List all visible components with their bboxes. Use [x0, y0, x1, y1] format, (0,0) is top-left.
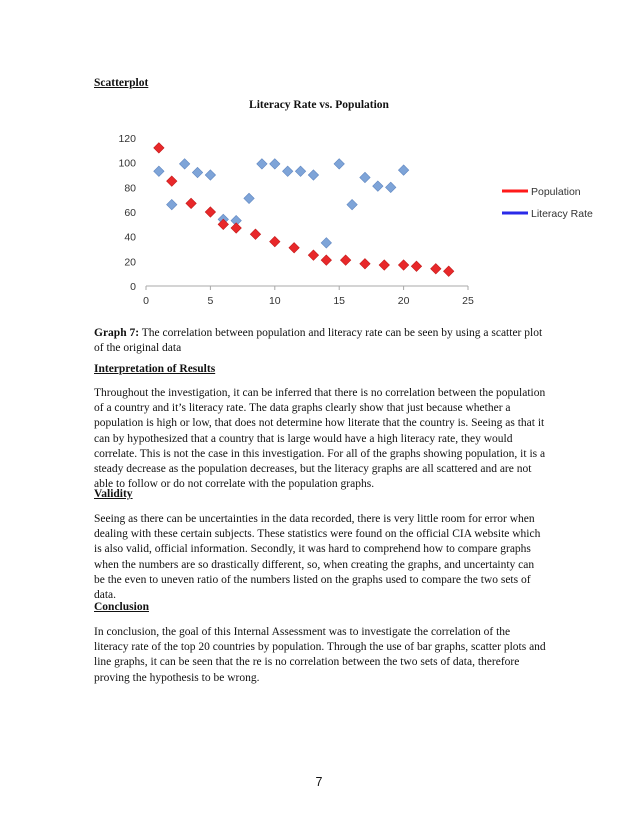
population-point	[205, 207, 215, 217]
population-point	[360, 259, 370, 269]
x-tick-label: 0	[143, 295, 149, 307]
literacy-rate-point	[373, 181, 383, 191]
scatter-chart	[110, 128, 600, 324]
paragraph-interpretation: Throughout the investigation, it can be inferred that there is no correlation between the population of a country and it’s literacy rate. The data graphs clearly show that just because whether a population is high or low, that does not determine how literate that the country is. Seeing as that it can by hypothesized that a country that is large would have a high literacy rate, they would correlate. This is not the case in this investigation. For all of the graphs showing population, it is a steady decrease as the population decreases, but the literacy graphs are all scattered and are not able to follow or do not correlate with the population graphs.	[94, 387, 546, 491]
literacy-rate-point	[244, 193, 254, 203]
literacy-rate-point	[282, 166, 292, 176]
literacy-rate-point	[192, 167, 202, 177]
y-tick-label: 60	[124, 207, 136, 219]
population-point	[167, 176, 177, 186]
x-tick-label: 25	[462, 295, 474, 307]
heading-validity: Validity	[94, 488, 133, 500]
population-point	[443, 266, 453, 276]
literacy-rate-point	[308, 170, 318, 180]
literacy-rate-point	[154, 166, 164, 176]
y-tick-label: 100	[118, 157, 136, 170]
heading-scatterplot: Scatterplot	[94, 77, 149, 89]
population-point	[308, 250, 318, 260]
x-tick-label: 15	[333, 295, 346, 307]
literacy-rate-point	[386, 182, 396, 192]
caption-text: The correlation between population and literacy rate can be seen by using a scatter plot of the original data	[94, 327, 543, 355]
literacy-rate-point	[270, 159, 280, 169]
population-point	[398, 260, 408, 270]
y-tick-label: 120	[118, 133, 136, 145]
legend-label-population: Population	[531, 186, 581, 198]
literacy-rate-point	[334, 159, 344, 169]
legend-label-literacy-rate: Literacy Rate	[531, 208, 593, 220]
literacy-rate-point	[347, 199, 357, 209]
literacy-rate-point	[167, 199, 177, 209]
graph-caption	[94, 326, 546, 356]
heading-conclusion: Conclusion	[94, 601, 149, 613]
literacy-rate-point	[205, 170, 215, 180]
literacy-rate-point	[321, 238, 331, 248]
x-tick-label: 5	[207, 295, 214, 307]
literacy-rate-point	[398, 165, 408, 175]
paragraph-conclusion: In conclusion, the goal of this Internal Assessment was to investigate the correlation of the literacy rate of the top 20 countries by population. Through the use of bar graphs, scatter plots and line graphs, it can be seen that the re is no correlation between the two sets of data, therefore proving the hypothesis to be wrong.	[94, 626, 546, 684]
population-point	[340, 255, 350, 265]
population-point	[379, 260, 389, 270]
population-point	[250, 229, 260, 239]
x-tick-label: 10	[268, 295, 281, 307]
population-point	[231, 223, 241, 233]
population-point	[411, 261, 421, 271]
population-point	[270, 236, 280, 246]
y-tick-label: 0	[130, 281, 136, 293]
population-point	[289, 243, 299, 253]
heading-interpretation: Interpretation of Results	[94, 363, 216, 375]
literacy-rate-point	[295, 166, 305, 176]
population-point	[431, 264, 441, 274]
y-tick-label: 40	[124, 231, 136, 244]
page-number: 7	[315, 775, 323, 789]
paragraph-validity: Seeing as there can be uncertainties in the data recorded, there is very little room for error when dealing with these certain subjects. These statistics were found on the official CIA website which is also valid, official information. Secondly, it was hard to comprehend how to compare graphs when the numbers are so drastically different, so, when creating the graphs, and uncertainty can be the even to uneven ratio of the numbers listed on the graphs used to compare the two sets of data.	[94, 513, 541, 602]
chart-title: Literacy Rate vs. Population	[249, 99, 389, 111]
caption-label: Graph 7:	[94, 327, 140, 339]
population-point	[186, 198, 196, 208]
y-tick-label: 80	[124, 182, 136, 195]
literacy-rate-point	[179, 159, 189, 169]
literacy-rate-point	[257, 159, 267, 169]
x-tick-label: 20	[397, 295, 410, 307]
y-tick-label: 20	[124, 256, 136, 269]
population-point	[321, 255, 331, 265]
literacy-rate-point	[360, 172, 370, 182]
population-point	[154, 143, 164, 153]
